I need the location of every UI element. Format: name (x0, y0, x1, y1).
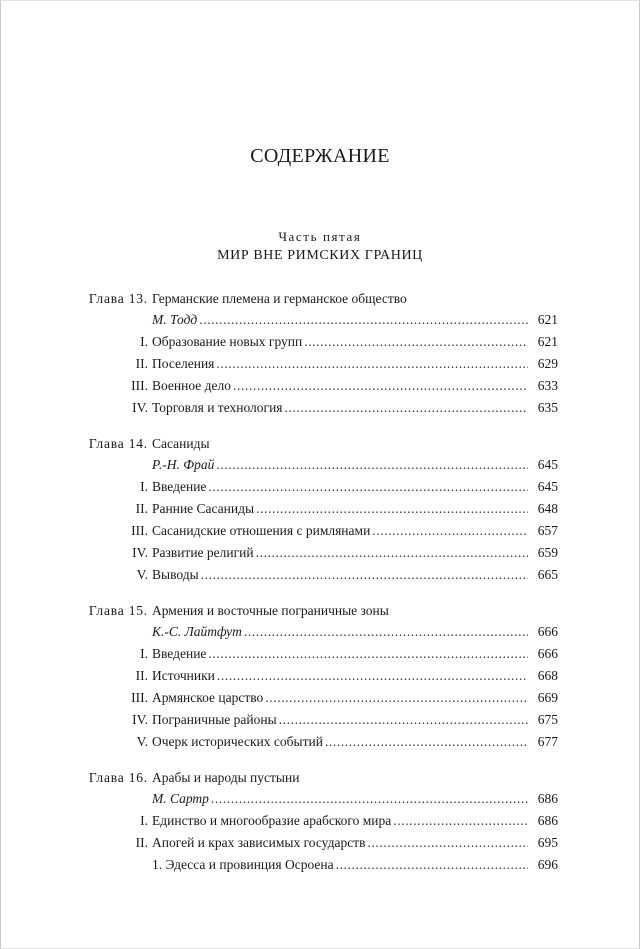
section-number: III. (131, 378, 148, 393)
toc-entry[interactable] (0, 520, 640, 542)
page-number: 677 (537, 734, 558, 749)
page-number: 648 (537, 501, 558, 516)
page-number: 657 (537, 523, 558, 538)
section-number: II. (135, 356, 148, 371)
section-title: Сасанидские отношения с римлянами (152, 523, 371, 538)
page-number: 645 (537, 479, 558, 494)
page-title: СОДЕРЖАНИЕ (250, 145, 390, 167)
chapter-number: Глава 15. (88, 603, 148, 618)
dot-leader (265, 687, 528, 709)
page-number: 659 (537, 545, 558, 560)
section-title: Выводы (152, 567, 199, 582)
section-number: I. (140, 334, 148, 349)
chapter-title[interactable]: Германские племена и германское общество (152, 291, 407, 306)
toc-entry[interactable] (0, 353, 640, 375)
toc-entry[interactable] (0, 542, 640, 564)
dot-leader (256, 498, 528, 520)
author-row[interactable] (0, 621, 640, 643)
section-number: I. (140, 479, 148, 494)
section-number: III. (131, 523, 148, 538)
section-title: Образование новых групп (152, 334, 303, 349)
dot-leader (199, 309, 528, 331)
page-number: 668 (537, 668, 558, 683)
chapter-title[interactable]: Сасаниды (152, 436, 210, 451)
section-title: Военное дело (152, 378, 231, 393)
toc-entry[interactable] (0, 375, 640, 397)
chapter-number: Глава 16. (88, 770, 148, 785)
section-title: Единство и многообразие арабского мира (152, 813, 392, 828)
chapter-block (0, 768, 640, 876)
dot-leader (325, 731, 528, 753)
toc-entry[interactable] (0, 476, 640, 498)
dot-leader (216, 454, 528, 476)
author-row[interactable] (0, 788, 640, 810)
page-number: 665 (537, 567, 558, 582)
page-number: 666 (537, 646, 558, 661)
toc-entry[interactable] (0, 731, 640, 753)
dot-leader (336, 854, 528, 876)
table-of-contents (0, 289, 640, 891)
chapter-block (0, 289, 640, 419)
toc-entry[interactable] (0, 331, 640, 353)
dot-leader (372, 520, 528, 542)
dot-leader (216, 353, 528, 375)
author-row[interactable] (0, 454, 640, 476)
chapter-block (0, 434, 640, 586)
toc-entry[interactable] (0, 832, 640, 854)
section-number: I. (140, 813, 148, 828)
section-title: Армянское царство (152, 690, 264, 705)
page-number: 633 (537, 378, 558, 393)
page-number: 645 (537, 457, 558, 472)
dot-leader (244, 621, 528, 643)
page-number: 621 (537, 334, 558, 349)
chapter-number: Глава 13. (88, 291, 148, 306)
dot-leader (208, 476, 528, 498)
section-title: Введение (152, 479, 207, 494)
section-number: I. (140, 646, 148, 661)
chapter-author: М. Сартр (152, 791, 209, 806)
section-title: Очерк исторических событий (152, 734, 323, 749)
dot-leader (304, 331, 528, 353)
section-number: IV. (132, 545, 148, 560)
page-number: 666 (537, 624, 558, 639)
dot-leader (208, 643, 528, 665)
dot-leader (393, 810, 528, 832)
toc-entry[interactable] (0, 687, 640, 709)
dot-leader (217, 665, 528, 687)
page-number: 695 (537, 835, 558, 850)
section-number: IV. (132, 400, 148, 415)
section-title: Торговля и технология (152, 400, 283, 415)
page-number: 686 (537, 791, 558, 806)
toc-entry[interactable] (0, 854, 640, 876)
page-number: 635 (537, 400, 558, 415)
author-row[interactable] (0, 309, 640, 331)
dot-leader (256, 542, 528, 564)
chapter-heading (0, 289, 640, 309)
page-number: 669 (537, 690, 558, 705)
toc-entry[interactable] (0, 498, 640, 520)
chapter-heading (0, 601, 640, 621)
page-number: 629 (537, 356, 558, 371)
section-number: II. (135, 501, 148, 516)
section-number: IV. (132, 712, 148, 727)
section-number: V. (136, 567, 148, 582)
section-title: Введение (152, 646, 207, 661)
section-title: Источники (152, 668, 215, 683)
section-number: III. (131, 690, 148, 705)
page-number: 621 (537, 312, 558, 327)
section-title: Ранние Сасаниды (152, 501, 255, 516)
chapter-author: К.-С. Лайтфут (152, 624, 242, 639)
chapter-author: М. Тодд (152, 312, 198, 327)
dot-leader (201, 564, 528, 586)
part-title: МИР ВНЕ РИМСКИХ ГРАНИЦ (217, 248, 423, 263)
toc-entry[interactable] (0, 709, 640, 731)
dot-leader (367, 832, 528, 854)
section-number: II. (135, 668, 148, 683)
page-number: 675 (537, 712, 558, 727)
dot-leader (211, 788, 528, 810)
chapter-heading (0, 768, 640, 788)
section-number: V. (136, 734, 148, 749)
toc-entry[interactable] (0, 643, 640, 665)
dot-leader (285, 397, 528, 419)
chapter-title[interactable]: Арабы и народы пустыни (152, 770, 300, 785)
section-title: Поселения (152, 356, 215, 371)
chapter-heading (0, 434, 640, 454)
page-number: 696 (537, 857, 558, 872)
dot-leader (279, 709, 528, 731)
section-number: II. (135, 835, 148, 850)
toc-entry[interactable] (0, 564, 640, 586)
section-title: Пограничные районы (152, 712, 277, 727)
chapter-number: Глава 14. (88, 436, 148, 451)
chapter-author: Р.-Н. Фрай (152, 457, 215, 472)
dot-leader (233, 375, 528, 397)
page-number: 686 (537, 813, 558, 828)
part-label: Часть пятая (278, 229, 362, 244)
toc-entry[interactable] (0, 397, 640, 419)
toc-entry[interactable] (0, 810, 640, 832)
chapter-block (0, 601, 640, 753)
chapter-title[interactable]: Армения и восточные пограничные зоны (152, 603, 389, 618)
section-title: 1. Эдесса и провинция Осроена (152, 857, 334, 872)
section-title: Развитие религий (152, 545, 254, 560)
section-title: Апогей и крах зависимых государств (152, 835, 366, 850)
toc-entry[interactable] (0, 665, 640, 687)
